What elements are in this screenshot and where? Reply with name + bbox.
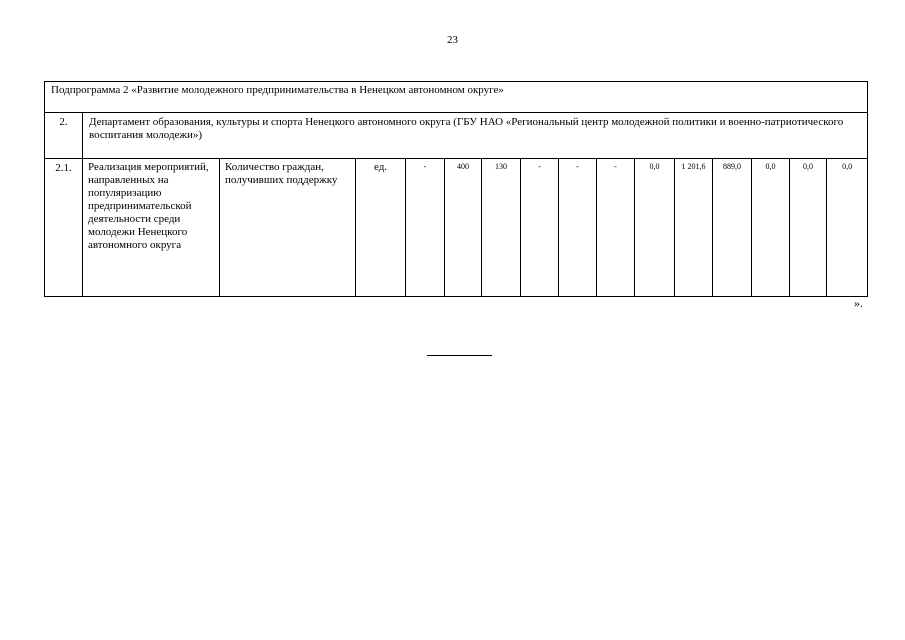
program-table [44, 81, 868, 297]
separator-line [427, 355, 492, 356]
section-number: 2. [45, 113, 83, 159]
value-cell: 0,0 [635, 159, 675, 297]
value-cell: 0,0 [752, 159, 790, 297]
value-cell: 1 201,6 [675, 159, 713, 297]
value-cell: - [597, 159, 635, 297]
activity-name: Реализация мероприятий, направленных на популяризацию предпринимательской деятельности среди молодежи Ненецкого автономного округа [83, 159, 220, 297]
value-cell: - [559, 159, 597, 297]
value-cell: 0,0 [827, 159, 868, 297]
subprogram-title: Подпрограмма 2 «Развитие молодежного предпринимательства в Ненецком автономном округе» [45, 82, 868, 113]
row-number: 2.1. [45, 159, 83, 297]
value-cell: - [406, 159, 445, 297]
page-number: 23 [447, 34, 458, 46]
table-row [45, 159, 868, 297]
unit-cell: ед. [356, 159, 406, 297]
section-title: Департамент образования, культуры и спорта Ненецкого автономного округа (ГБУ НАО «Региональный центр молодежной политики и военно-патриотического воспитания молодежи») [83, 113, 868, 159]
subprogram-row [45, 82, 868, 113]
value-cell: 0,0 [790, 159, 827, 297]
value-cell: 400 [445, 159, 482, 297]
closing-quote: ». [854, 296, 863, 310]
section-row [45, 113, 868, 159]
value-cell: 130 [482, 159, 521, 297]
indicator-name: Количество граждан, получивших поддержку [220, 159, 356, 297]
value-cell: 889,0 [713, 159, 752, 297]
value-cell: - [521, 159, 559, 297]
